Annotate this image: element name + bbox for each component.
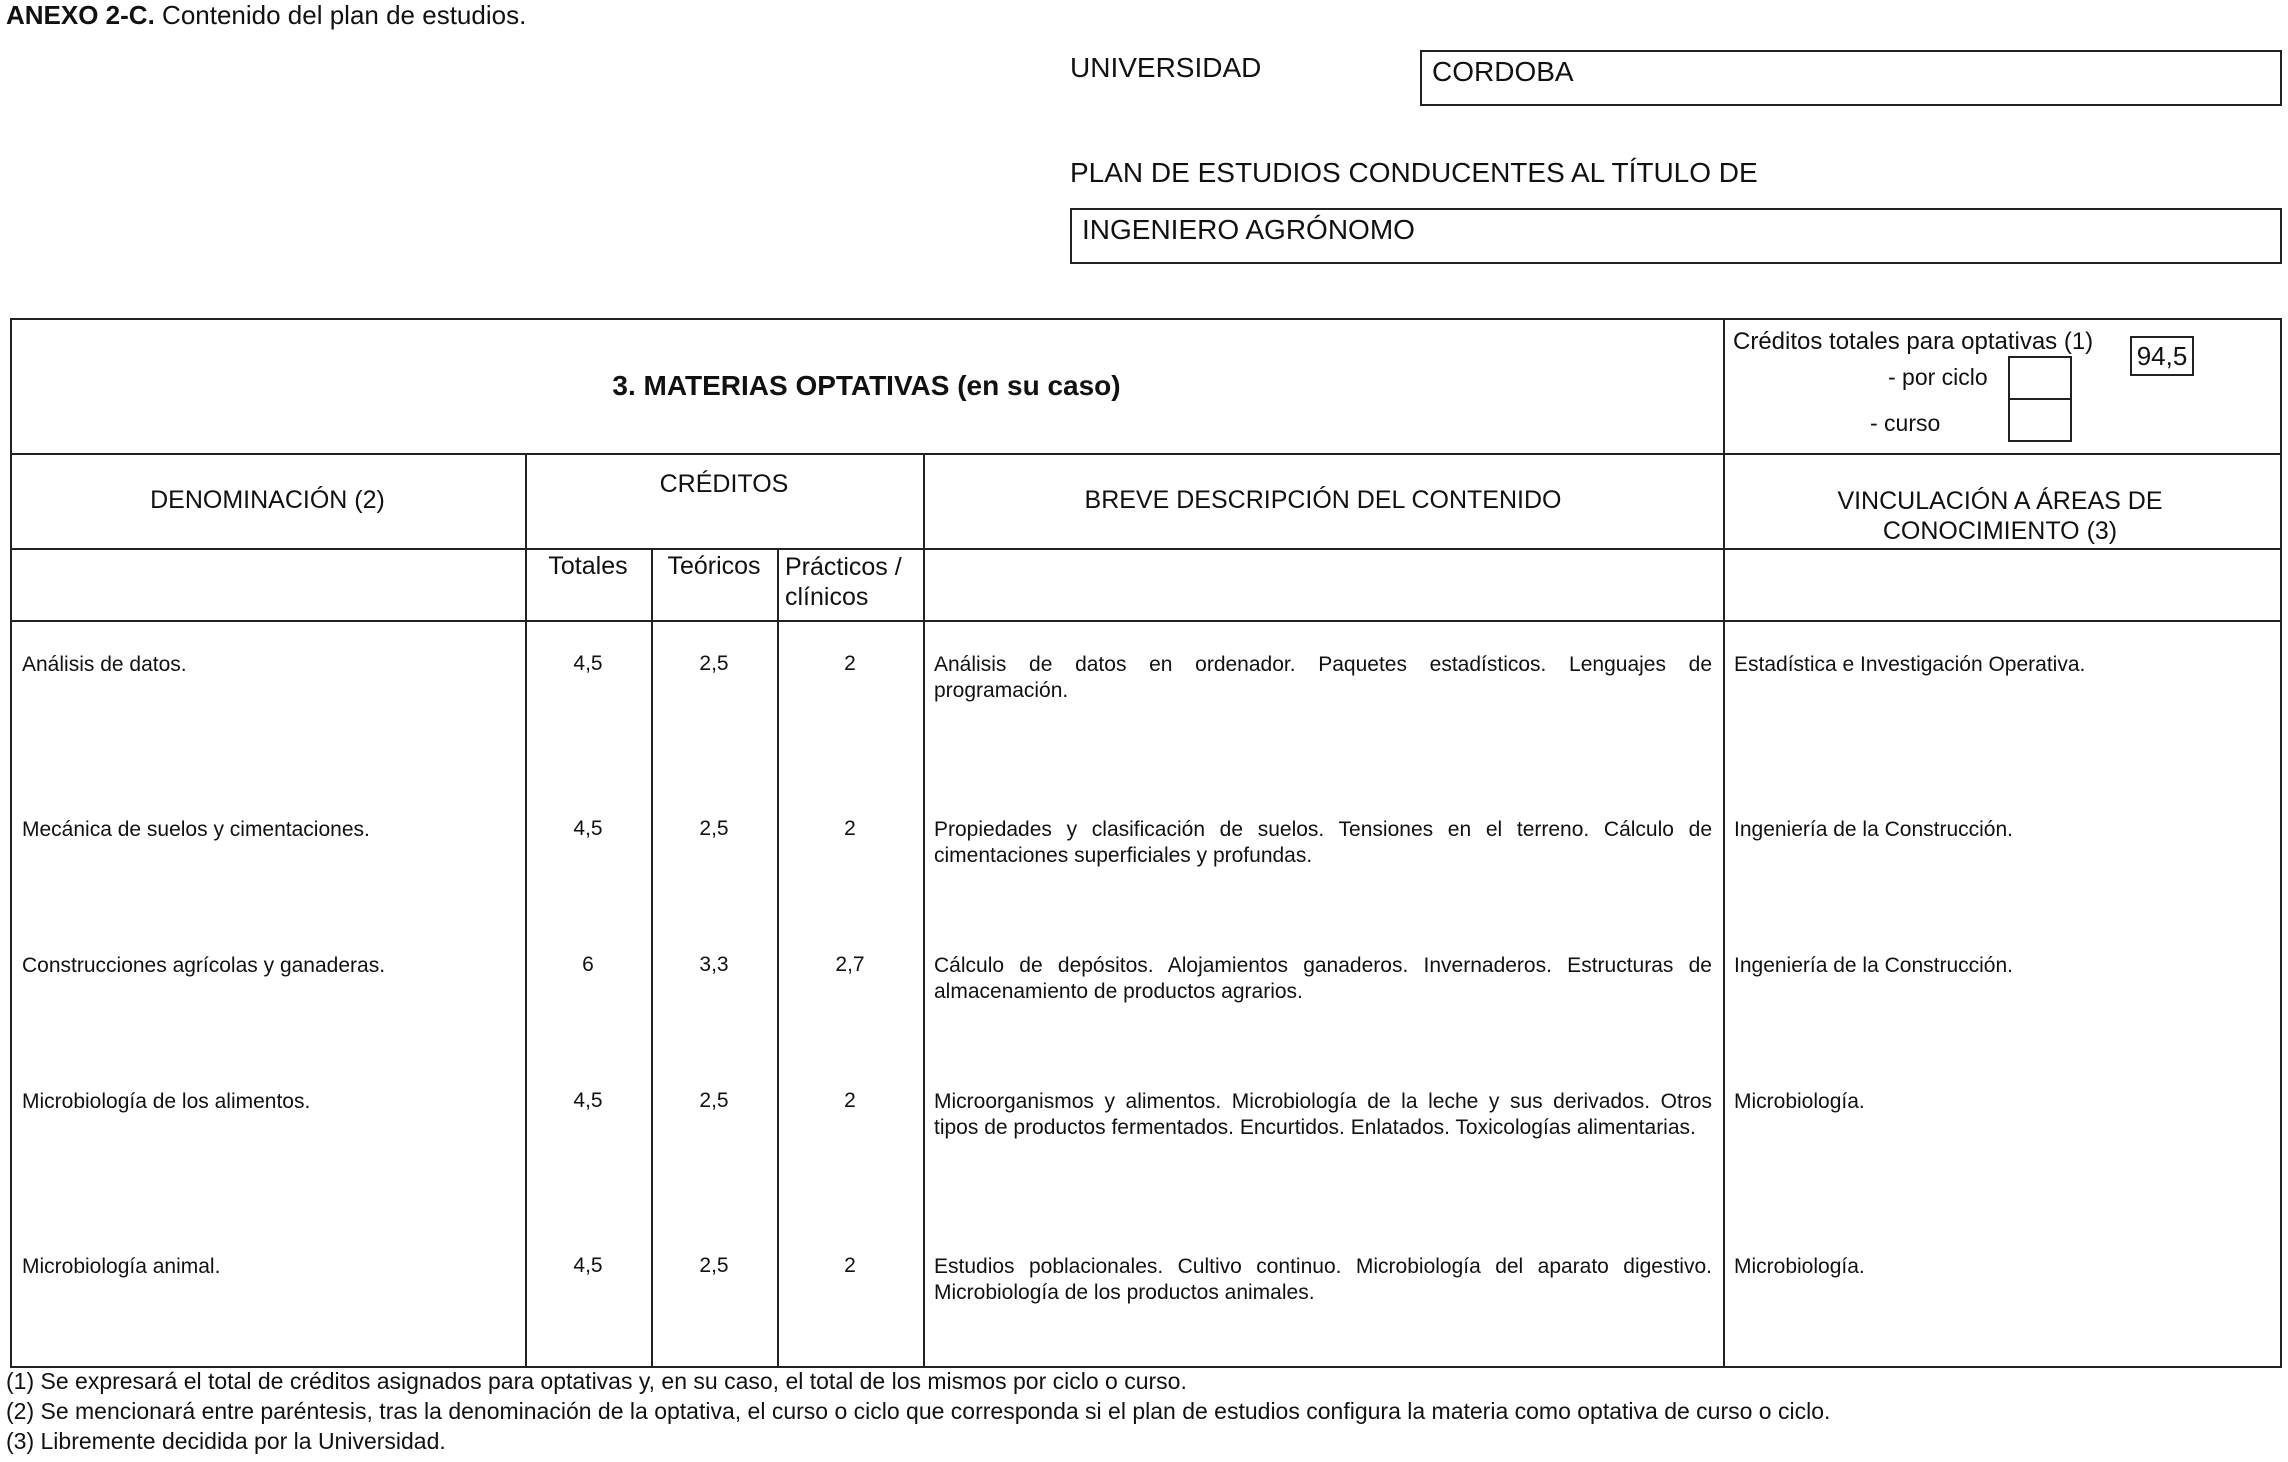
footnote-3: (3) Libremente decidida por la Universidad. <box>6 1428 446 1454</box>
row-description: Estudios poblacionales. Cultivo continuo. Microbiología del aparato digestivo. Microbiología de los productos animales. <box>934 1255 1712 1304</box>
row-practicos: 2 <box>844 1089 856 1112</box>
row-description: Propiedades y clasificación de suelos. Tensiones en el terreno. Cálculo de cimentaciones superficiales y profundas. <box>934 818 1712 867</box>
row-area: Estadística e Investigación Operativa. <box>1734 653 2086 676</box>
row-name: Mecánica de suelos y cimentaciones. <box>22 818 370 841</box>
col-totales: Totales <box>548 552 628 580</box>
row-teoricos: 2,5 <box>699 1254 729 1277</box>
row-totales: 4,5 <box>573 652 603 675</box>
row-teoricos: 2,5 <box>699 817 729 840</box>
annex-label: ANEXO 2-C. <box>6 0 155 30</box>
credit-total-box <box>2130 336 2194 376</box>
col-teoricos: Teóricos <box>667 552 761 580</box>
universidad-field <box>1420 50 2282 106</box>
col-creditos: CRÉDITOS <box>659 470 789 498</box>
row-name: Análisis de datos. <box>22 653 187 676</box>
row-teoricos: 2,5 <box>699 652 729 675</box>
annex-description: Contenido del plan de estudios. <box>154 0 527 30</box>
annex-heading <box>6 0 526 31</box>
row-totales: 4,5 <box>573 1089 603 1112</box>
curso-box <box>2008 398 2072 442</box>
credit-summary-label: Créditos totales para optativas (1) <box>1733 328 2094 355</box>
row-description: Microorganismos y alimentos. Microbiología de la leche y sus derivados. Otros tipos de productos fermentados. Encurtidos. Enlatados. Toxicologías alimentarias. <box>934 1090 1712 1139</box>
row-area: Microbiología. <box>1734 1255 1865 1278</box>
row-teoricos: 3,3 <box>699 953 729 976</box>
universidad-value: CORDOBA <box>1432 56 1574 87</box>
col-practicos: Prácticos / clínicos <box>785 553 902 611</box>
footnote-2: (2) Se mencionará entre paréntesis, tras la denominación de la optativa, el curso o ciclo que corresponda si el plan de estudios configura la materia como optativa de curso o ciclo. <box>6 1398 1831 1424</box>
table-title: 3. MATERIAS OPTATIVAS (en su caso) <box>612 370 1121 401</box>
row-totales: 4,5 <box>573 1254 603 1277</box>
row-description: Análisis de datos en ordenador. Paquetes estadísticos. Lenguajes de programación. <box>934 653 1712 702</box>
curso-label: - curso <box>1870 410 1941 436</box>
col-vinculacion: VINCULACIÓN A ÁREAS DE CONOCIMIENTO (3) <box>1837 487 2163 545</box>
por-ciclo-box <box>2008 356 2072 400</box>
row-teoricos: 2,5 <box>699 1089 729 1112</box>
col-denominacion: DENOMINACIÓN (2) <box>150 486 385 514</box>
credit-total-value: 94,5 <box>2136 341 2188 371</box>
row-area: Ingeniería de la Construcción. <box>1734 818 2013 841</box>
col-descripcion: BREVE DESCRIPCIÓN DEL CONTENIDO <box>1084 486 1562 514</box>
footnote-1: (1) Se expresará el total de créditos asignados para optativas y, en su caso, el total de los mismos por ciclo o curso. <box>6 1368 1187 1394</box>
row-practicos: 2 <box>844 817 856 840</box>
row-totales: 4,5 <box>573 817 603 840</box>
universidad-label: UNIVERSIDAD <box>1070 52 1262 83</box>
por-ciclo-label: - por ciclo <box>1888 364 1988 390</box>
row-name: Construcciones agrícolas y ganaderas. <box>22 954 386 977</box>
row-description: Cálculo de depósitos. Alojamientos ganaderos. Invernaderos. Estructuras de almacenamiento de productos agrarios. <box>934 954 1712 1003</box>
titulo-value: INGENIERO AGRÓNOMO <box>1082 214 1415 245</box>
row-practicos: 2 <box>844 652 856 675</box>
row-name: Microbiología de los alimentos. <box>22 1090 311 1113</box>
row-practicos: 2,7 <box>835 953 865 976</box>
row-totales: 6 <box>582 953 594 976</box>
plan-label: PLAN DE ESTUDIOS CONDUCENTES AL TÍTULO DE <box>1070 157 1758 188</box>
row-name: Microbiología animal. <box>22 1255 221 1278</box>
row-practicos: 2 <box>844 1254 856 1277</box>
footnotes <box>6 1366 2276 1456</box>
row-area: Microbiología. <box>1734 1090 1865 1113</box>
titulo-field <box>1070 208 2282 264</box>
row-area: Ingeniería de la Construcción. <box>1734 954 2013 977</box>
